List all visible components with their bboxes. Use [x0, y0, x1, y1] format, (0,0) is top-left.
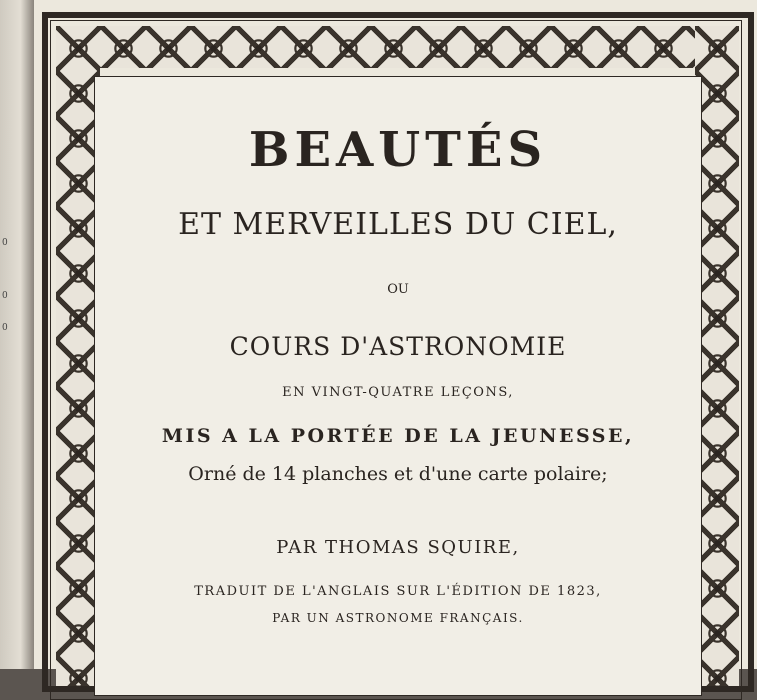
translator-line: PAR UN ASTRONOME FRANÇAIS.	[272, 611, 524, 625]
title-panel	[94, 76, 702, 696]
translation-line: TRADUIT DE L'ANGLAIS SUR L'ÉDITION DE 1823,	[194, 584, 602, 599]
margin-mark: 0	[2, 323, 8, 333]
plates-line: Orné de 14 planches et d'une carte polaire;	[188, 463, 608, 485]
book-title: BEAUTÉS	[248, 122, 548, 178]
connector-word: OU	[387, 282, 409, 297]
book-subtitle: ET MERVEILLES DU CIEL,	[178, 207, 618, 242]
title-page	[34, 0, 757, 669]
alternate-title: COURS D'ASTRONOMIE	[229, 332, 567, 361]
author-line: PAR THOMAS SQUIRE,	[276, 537, 520, 558]
audience-line: MIS A LA PORTÉE DE LA JEUNESSE,	[161, 425, 635, 447]
adjacent-page-edge	[0, 0, 34, 669]
margin-mark: 0	[2, 238, 8, 248]
margin-mark: 0	[2, 291, 8, 301]
lessons-line: EN VINGT-QUATRE LEÇONS,	[282, 385, 514, 400]
ornamental-border-top	[56, 26, 739, 68]
